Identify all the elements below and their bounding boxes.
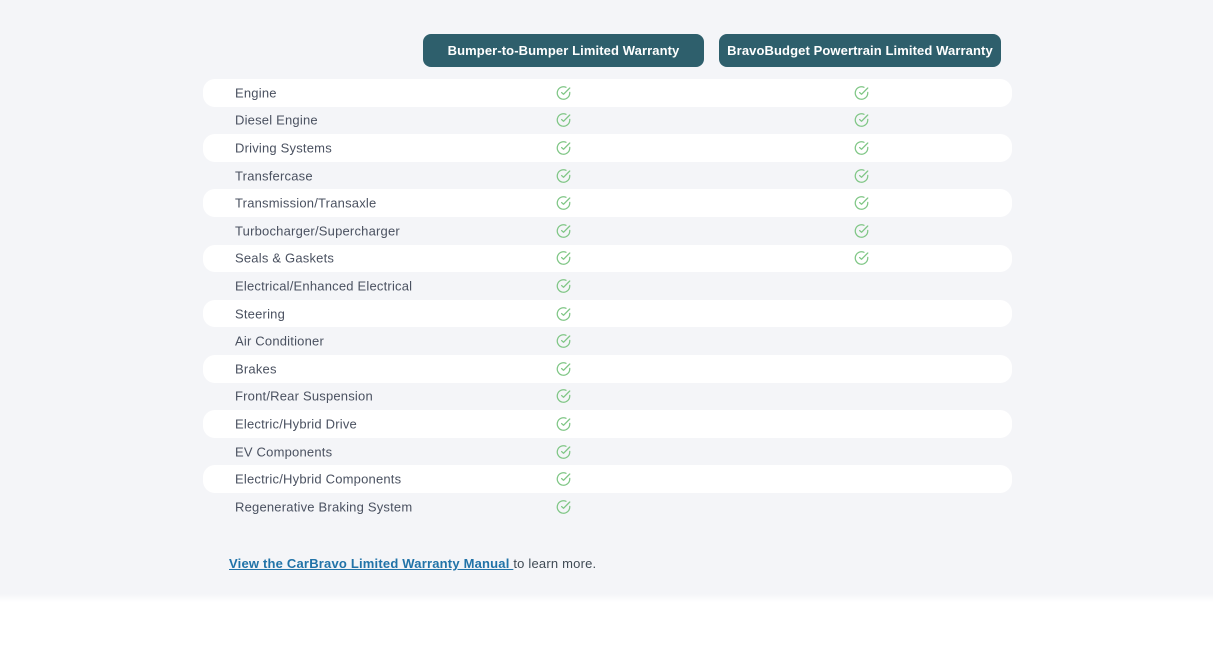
check-circle-icon	[556, 472, 571, 487]
row-label: Electrical/Enhanced Electrical	[235, 278, 413, 294]
check-circle-icon	[854, 113, 869, 128]
check-circle-icon	[556, 444, 571, 459]
table-row	[203, 410, 1012, 438]
row-label: Electric/Hybrid Components	[235, 471, 402, 487]
check-circle-icon	[854, 140, 869, 155]
table-row	[203, 245, 1012, 273]
row-label: Regenerative Braking System	[235, 499, 413, 515]
table-row	[203, 438, 1012, 466]
check-circle-icon	[556, 223, 571, 238]
table-row	[203, 134, 1012, 162]
check-circle-icon	[556, 499, 571, 514]
row-label: Diesel Engine	[235, 112, 318, 128]
table-row	[203, 465, 1012, 493]
row-label: Seals & Gaskets	[235, 250, 335, 266]
table-row	[203, 493, 1012, 521]
row-label: Engine	[235, 85, 277, 101]
check-circle-icon	[556, 306, 571, 321]
check-circle-icon	[556, 85, 571, 100]
warranty-column-headers	[423, 34, 1001, 67]
check-circle-icon	[556, 278, 571, 293]
row-label: Air Conditioner	[235, 333, 324, 349]
check-circle-icon	[556, 196, 571, 211]
note-suffix: to learn more.	[513, 556, 597, 571]
powertrain-warranty-button[interactable]: BravoBudget Powertrain Limited Warranty	[719, 34, 1001, 67]
check-circle-icon	[556, 140, 571, 155]
row-label: Steering	[235, 306, 286, 322]
warranty-comparison-table	[203, 79, 1012, 521]
check-circle-icon	[556, 251, 571, 266]
check-circle-icon	[556, 334, 571, 349]
background-fade	[0, 594, 1213, 602]
check-circle-icon	[556, 389, 571, 404]
check-circle-icon	[854, 168, 869, 183]
row-label: Transfercase	[235, 168, 313, 184]
row-label: Transmission/Transaxle	[235, 195, 377, 211]
check-circle-icon	[556, 361, 571, 376]
check-circle-icon	[854, 223, 869, 238]
warranty-manual-note	[229, 556, 596, 571]
table-row	[203, 355, 1012, 383]
row-label: Turbocharger/Supercharger	[235, 223, 400, 239]
table-row	[203, 162, 1012, 190]
table-row	[203, 107, 1012, 135]
row-label: Driving Systems	[235, 140, 332, 156]
bumper-to-bumper-warranty-button[interactable]: Bumper-to-Bumper Limited Warranty	[423, 34, 704, 67]
table-row	[203, 383, 1012, 411]
table-row	[203, 300, 1012, 328]
table-row	[203, 217, 1012, 245]
check-circle-icon	[556, 113, 571, 128]
row-label: Front/Rear Suspension	[235, 388, 373, 404]
table-row	[203, 272, 1012, 300]
table-row	[203, 79, 1012, 107]
table-row	[203, 189, 1012, 217]
check-circle-icon	[556, 168, 571, 183]
check-circle-icon	[854, 196, 869, 211]
table-row	[203, 327, 1012, 355]
row-label: Electric/Hybrid Drive	[235, 416, 357, 432]
check-circle-icon	[556, 416, 571, 431]
row-label: Brakes	[235, 361, 277, 377]
check-circle-icon	[854, 251, 869, 266]
row-label: EV Components	[235, 444, 333, 460]
warranty-manual-link[interactable]: View the CarBravo Limited Warranty Manual	[229, 556, 514, 571]
check-circle-icon	[854, 85, 869, 100]
